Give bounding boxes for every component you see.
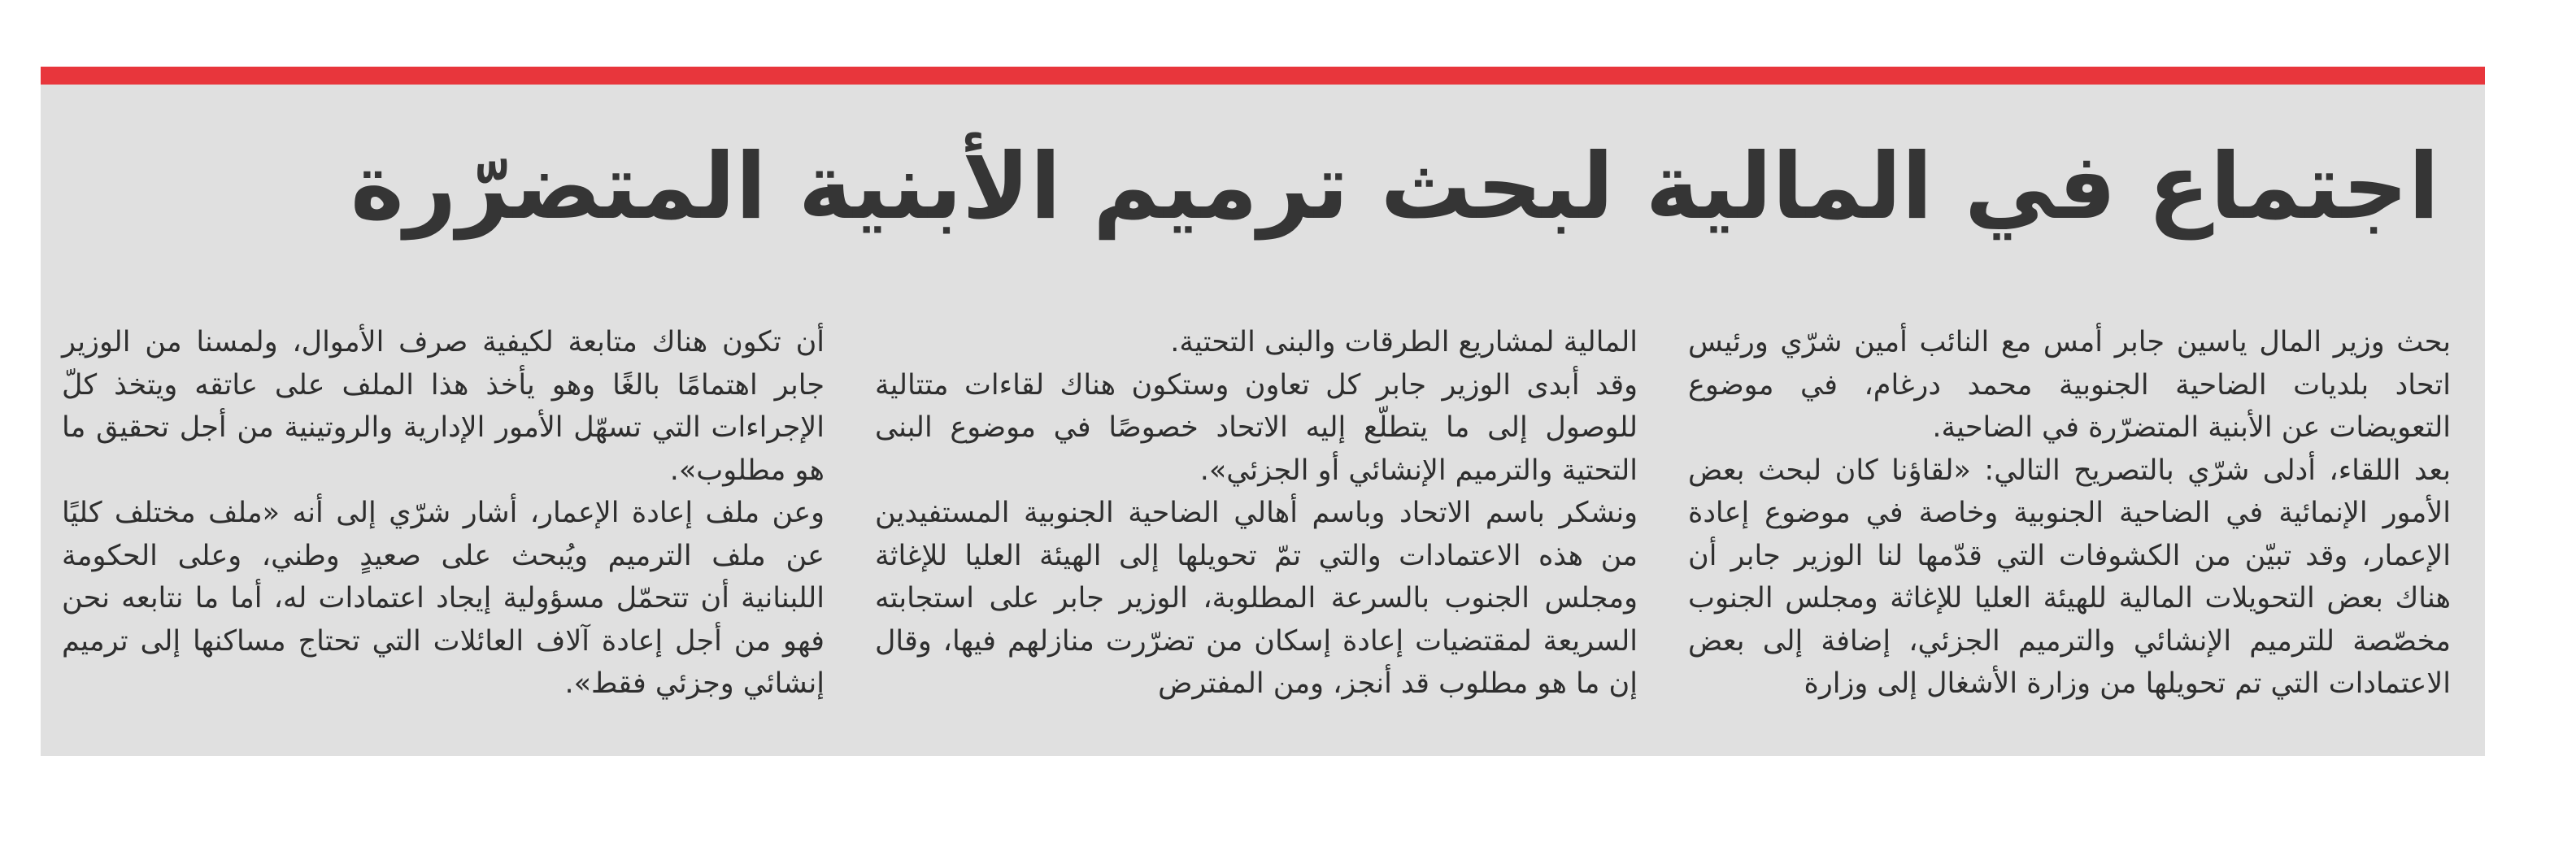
accent-bar: [41, 67, 2485, 85]
article-column-1: [1688, 321, 2451, 706]
article-paragraph: بعد اللقاء، أدلى شرّي بالتصريح التالي: «لقاؤنا كان لبحث بعض الأمور الإنمائية في الضاحية الجنوبية وخاصة في موضوع إعادة الإعمار، وقد تبيّن من الكشوفات التي قدّمها لنا الوزير جابر أن هناك بعض التحويلات المالية للهيئة العليا للإغاثة ومجلس الجنوب مخصّصة للترميم الإنشائي والترميم الجزئي، إضافة إلى بعض الاعتمادات التي تم تحويلها من وزارة الأشغال إلى وزارة: [1688, 454, 2451, 700]
article-column-3: [62, 321, 825, 706]
article-paragraph: وعن ملف إعادة الإعمار، أشار شرّي إلى أنه «ملف مختلف كليًا عن ملف الترميم ويُبحث على صعيدٍ وطني، وعلى الحكومة اللبنانية أن تتحمّل مسؤولية إيجاد اعتمادات له، أما ما نتابعه نحن فهو من أجل إعادة آلاف العائلات التي تحتاج مساكنها إلى ترميم إنشائي وجزئي فقط».: [62, 497, 825, 700]
article-paragraph: وقد أبدى الوزير جابر كل تعاون وستكون هناك لقاءات متتالية للوصول إلى ما يتطلّع إليه الاتحاد خصوصًا في موضوع البنى التحتية والترميم الإنشائي أو الجزئي».: [875, 368, 1638, 487]
article-paragraph: المالية لمشاريع الطرقات والبنى التحتية.: [1170, 326, 1638, 358]
article-headline: اجتماع في المالية لبحث ترميم الأبنية المتضرّرة: [350, 134, 2439, 240]
article-column-2: [875, 321, 1638, 706]
article-paragraph: ونشكر باسم الاتحاد وباسم أهالي الضاحية الجنوبية المستفيدين من هذه الاعتمادات والتي تمّ تحويلها إلى الهيئة العليا للإغاثة ومجلس الجنوب بالسرعة المطلوبة، الوزير جابر على استجابته السريعة لمقتضيات إعادة إسكان من تضرّرت منازلهم فيها، وقال إن ما هو مطلوب قد أنجز، ومن المفترض: [875, 497, 1638, 700]
article-paragraph: بحث وزير المال ياسين جابر أمس مع النائب أمين شرّي ورئيس اتحاد بلديات الضاحية الجنوبية محمد درغام، في موضوع التعويضات عن الأبنية المتضرّرة في الضاحية.: [1688, 326, 2451, 444]
article-paragraph: أن تكون هناك متابعة لكيفية صرف الأموال، ولمسنا من الوزير جابر اهتمامًا بالغًا وهو يأخذ هذا الملف على عاتقه ويتخذ كلّ الإجراءات التي تسهّل الأمور الإدارية والروتينية من أجل تحقيق ما هو مطلوب».: [62, 326, 825, 487]
